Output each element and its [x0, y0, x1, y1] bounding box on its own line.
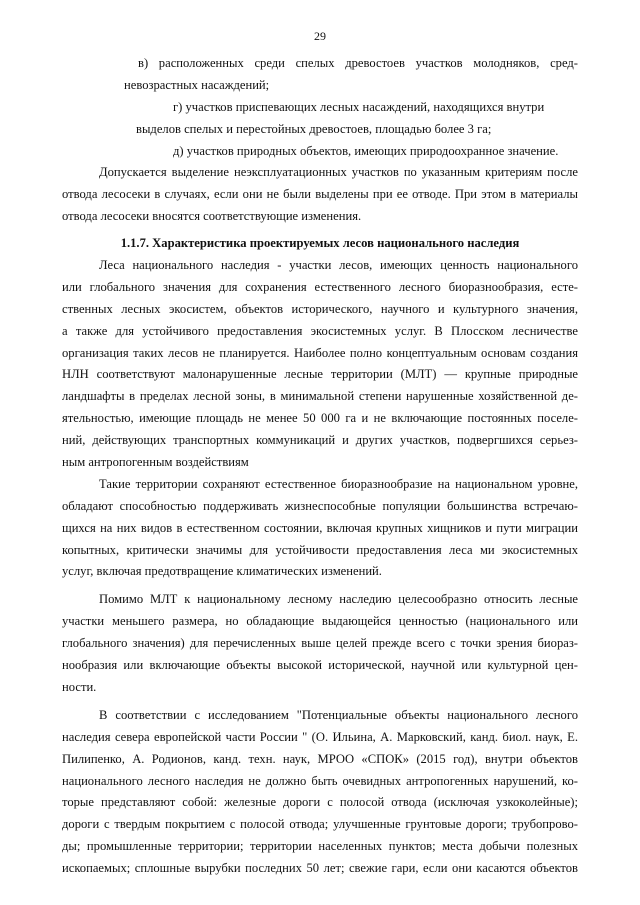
paragraph-4	[62, 705, 578, 880]
text-line: наследия севера европейской части России " (О. Ильина, А. Марковский, канд. биол. наук, Е.	[62, 729, 578, 744]
text-line: ности.	[62, 679, 97, 694]
text-line: В соответствии с исследованием "Потенциальные объекты национального лесного	[99, 707, 578, 722]
paragraph-1	[62, 255, 578, 474]
text-line: глобального значения) для перечисленных выше целей прежде всего с точки зрения биораз-	[62, 636, 578, 651]
text-line: выделов спелых и перестойных древостоев, площадью более 3 га;	[136, 121, 492, 136]
text-line: национального лесного наследия не должно быть очевидных антропогенных нарушений, ко-	[62, 773, 578, 788]
text-line: ландшафты в пределах лесной зоны, в минимальной степени нарушенные хозяйственной де-	[62, 389, 578, 404]
text-line: дороги с твердым покрытием с полосой отвода; улучшенные грунтовые дороги; трубопрово-	[62, 817, 578, 832]
text-line: г) участков приспевающих лесных насаждений, находящихся внутри	[173, 99, 545, 114]
page-number: 29	[314, 29, 326, 43]
text-line: ископаемых; сплошные вырубки последних 50 лет; свежие гари, если они касаются объектов	[62, 861, 578, 876]
text-line: обладают способностью поддерживать жизнеспособные популяции большинства встречаю-	[62, 498, 578, 513]
text-line: щихся на них видов в естественном состоянии, включая крупных хищников и пути миграции	[62, 520, 578, 535]
text-line: в) расположенных среди спелых древостоев участков молодняков, сред-	[138, 56, 578, 70]
document-body	[62, 53, 578, 880]
paragraph-2	[62, 474, 578, 583]
text-line: отвода лесосеки в случаях, если они не были выделены при ее отводе. При этом в материалы	[62, 187, 578, 202]
text-line: услуг, включая предотвращение климатических изменений.	[62, 564, 382, 579]
section-heading: 1.1.7. Характеристика проектируемых лесов национального наследия	[120, 236, 520, 251]
text-line: нообразия или включающие объекты высокой исторической, научной или культурной цен-	[62, 658, 578, 673]
text-line: или глобального значения для сохранения естественного лесного биоразнообразия, есте-	[62, 279, 578, 294]
text-line: участки меньшего размера, но обладающие выдающейся ценностью (национального или	[62, 614, 578, 629]
text-line: Пилипенко, А. Родионов, канд. техн. наук, МРОО «СПОК» (2015 год), внутри объектов	[62, 751, 578, 766]
text-line: организация таких лесов не планируется. Наиболее полно концептуальным основам создания	[62, 345, 578, 360]
text-line: ным антропогенным воздействиям	[62, 455, 249, 470]
text-line: ятельностью, имеющие площадь не менее 50 000 га и не включающие постоянных поселе-	[62, 411, 578, 426]
text-line: ний, действующих транспортных коммуникаций и других участков, подвергшихся серьез-	[62, 433, 578, 448]
text-line: копытных, критически значимы для устойчивости предоставления леса ми экосистемных	[62, 542, 578, 557]
list-item-v	[62, 53, 578, 97]
text-line: отвода лесосеки вносятся соответствующие изменения.	[62, 209, 362, 224]
text-line: НЛН соответствуют малонарушенные лесные территории (МЛТ) — крупные природные	[62, 367, 578, 382]
text-line: торые представляют собой: железные дороги с полосой отвода (исключая узкоколейные);	[62, 795, 578, 810]
paragraph-allow	[62, 162, 578, 228]
text-line: Такие территории сохраняют естественное биоразнообразие на национальном уровне,	[99, 476, 578, 491]
text-line: а также для устойчивого предоставления экосистемных услуг. В Плосском лесничестве	[62, 323, 578, 338]
text-line: невозрастных насаждений;	[124, 77, 270, 92]
text-line: Леса национального наследия - участки лесов, имеющих ценность национального	[99, 258, 578, 273]
list-item-d	[62, 141, 578, 163]
text-line: д) участков природных объектов, имеющих природоохранное значение.	[173, 143, 559, 158]
text-line: Допускается выделение неэксплуатационных участков по указанным критериям после	[99, 165, 578, 180]
paragraph-3	[62, 589, 578, 698]
text-line: ственных лесных экосистем, объектов исторического, научного и культурного значения,	[62, 301, 578, 316]
text-line: ды; промышленные территории; территории населенных пунктов; места добычи полезных	[62, 839, 578, 854]
text-line: Помимо МЛТ к национальному лесному наследию целесообразно относить лесные	[99, 592, 578, 607]
list-item-g	[62, 97, 578, 141]
